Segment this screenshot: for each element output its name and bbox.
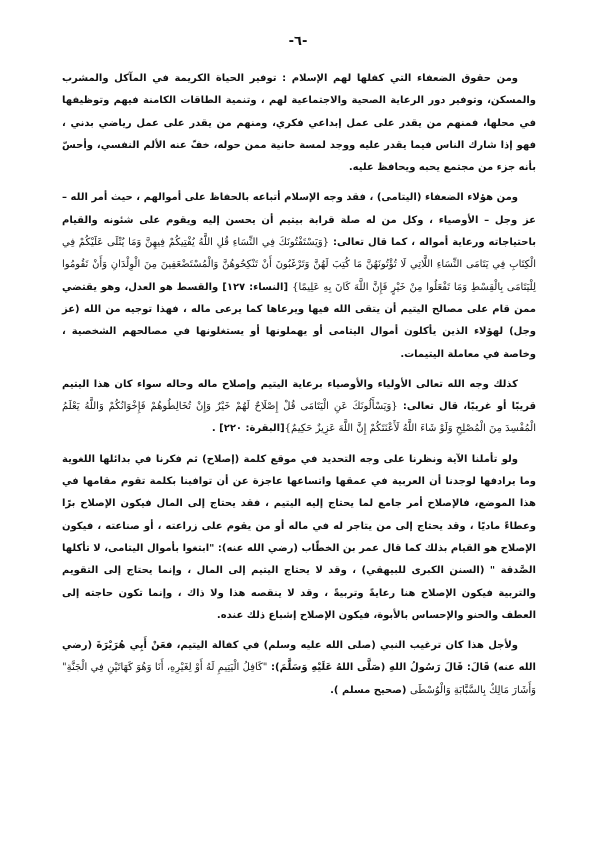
quran-verse-baqarah: {وَيَسْأَلُونَكَ عَنِ الْيَتَامَى قُلْ إِصْلَاحٌ لَهُمْ خَيْرٌ وَإِنْ تُخَالِطُوهُمْ فَإِخْوَانُكُمْ وَاللَّهُ يَعْلَمُ الْمُفْسِدَ مِنَ الْمُصْلِحِ وَلَوْ شَاءَ اللَّهُ لَأَعْنَتَكُمْ إِنَّ اللَّهَ عَزِيزٌ حَكِيمٌ} bbox=[62, 401, 536, 435]
paragraph-islah-meaning bbox=[62, 449, 536, 627]
paragraph-text: ولو تأملنا الآية ونظرنا على وجه التحديد في موقع كلمة (إصلاح) ثم فكرنا في بدائلها اللغوية وما يرادفها لوجدنا أن العربية في عمقها واتساعها عاجزة عن أن توافينا بكلمة تقوم مقامها في هذا الموضع، فالإصلاح أمر جامع لما يحتاج إليه اليتيم ، فقد يحتاج إلى المال فيكون الإصلاح برًا وعطاءً ماديًا ، وقد يحتاج إلى من يتاجر له في ماله أو من يقوم على زراعته ، أو صناعته ، فيكون الإصلاح هو القيام بذلك كما قال عمر بن الخطّاب (رضي الله عنه): "ابتغوا بأموال اليتامى، لا تأكلها الصَّدقة " (السنن الكبرى للبيهقي) ، وقد لا يحتاج اليتيم إلى المال ، وإنما يحتاج إلى التقويم والتربية فيكون الإصلاح هنا رعايةً وتربيةً ، وقد لا ينقصه هذا ولا ذاك ، وإنما تكون حاجته إلى العطف والحنو والإحساس بالأبوة، فيكون الإصلاح إشباع ذلك عنده. bbox=[62, 453, 536, 621]
paragraph-orphans-wealth bbox=[62, 187, 536, 365]
paragraph-rights-of-weak bbox=[62, 68, 536, 179]
quran-verse-nisa: {وَيَسْتَفْتُونَكَ فِي النِّسَاءِ قُلِ اللَّهُ يُفْتِيكُمْ فِيهِنَّ وَمَا يُتْلَى عَلَيْكُمْ فِي الْكِتَابِ فِي يَتَامَى النِّسَاءِ اللَّاتِي لَا تُؤْتُونَهُنَّ مَا كُتِبَ لَهُنَّ وَتَرْغَبُونَ أَنْ تَنْكِحُوهُنَّ وَالْمُسْتَضْعَفِينَ مِنَ الْوِلْدَانِ وَأَنْ تَقُومُوا لِلْيَتَامَى بِالْقِسْطِ وَمَا تَفْعَلُوا مِنْ خَيْرٍ فَإِنَّ اللَّهَ كَانَ بِهِ عَلِيمًا} bbox=[62, 237, 536, 293]
body-text bbox=[62, 68, 536, 710]
paragraph-guardians bbox=[62, 374, 536, 441]
paragraph-text: ومن حقوق الضعفاء التي كفلها لهم الإسلام : توفير الحياة الكريمة في المآكل والمشرب والمسكن، وتوفير دور الرعاية الصحية والاجتماعية لهم ، وتنمية الطاقات الكامنة فيهم وتوظيفها في محلها، فمنهم من يقدر على عمل إبداعي فكري، ومنهم من يقدر على عمل رياضي بدني ، فهو إذا شارك الناس فيما يقدر عليه ووجد لمسة حانية ممن حوله، خفّ عنه الألم النفسي، وأحسّ بأنه جزء من مجتمع يحبه ويحافظ عليه. bbox=[62, 73, 536, 174]
paragraph-text: ومن هؤلاء الضعفاء (اليتامى) ، فقد وجه الإسلام أتباعه بالحفاظ على أموالهم ، حيث أمر الله – عز وجل – الأوصياء ، وكل من له صلة قرابة بيتيم أن يحسن إليه ويقوم على شئونه والقيام باحتياجاته ورعاية أمواله ، كما قال تعالى: bbox=[62, 192, 536, 249]
verse-reference: [البقرة: ٢٢٠] . bbox=[211, 423, 285, 435]
hadith-source: (صحيح مسلم ). bbox=[330, 684, 410, 696]
paragraph-text: [النساء: ١٢٧] والقسط هو العدل، وهو يقتضي ممن قام على مصالح اليتيم أن يتقى الله فيها ويرعاها كما يرعى ماله ، فهذا توجيه من الله (عز وجل) لهؤلاء الذين يأكلون أموال اليتامى أو يهملونها أو يستغلونها في مصالحهم الشخصية ، وخاصة في معاملة اليتيمات. bbox=[62, 281, 536, 360]
paragraph-text: كذلك وجه الله تعالى الأولياء والأوصياء برعاية اليتيم وإصلاح ماله وحاله سواء كان هذا اليتيم قريبًا أو غريبًا، قال تعالى: bbox=[62, 378, 537, 413]
page-number: -٦- bbox=[288, 34, 308, 49]
hadith-quote: "كَافِلُ الْيَتِيمِ لَهُ أَوْ لِغَيْرِهِ، أَنَا وَهُوَ كَهَاتَيْنِ فِي الْجَنَّةِ" وَأَشَارَ مَالِكٌ بِالسَّبَّابَةِ وَالْوُسْطَى bbox=[62, 662, 536, 696]
paragraph-hadith bbox=[62, 635, 536, 702]
paragraph-text: ولأجل هذا كان ترغيب النبي (صلى الله عليه وسلم) في كفالة اليتيم، فعَنْ أَبِي هُرَيْرَةَ (رضي الله عنه) قَالَ: قَالَ رَسُولُ اللهِ (صَلَّى اللهُ عَلَيْهِ وَسَلَّمَ): bbox=[62, 640, 536, 674]
